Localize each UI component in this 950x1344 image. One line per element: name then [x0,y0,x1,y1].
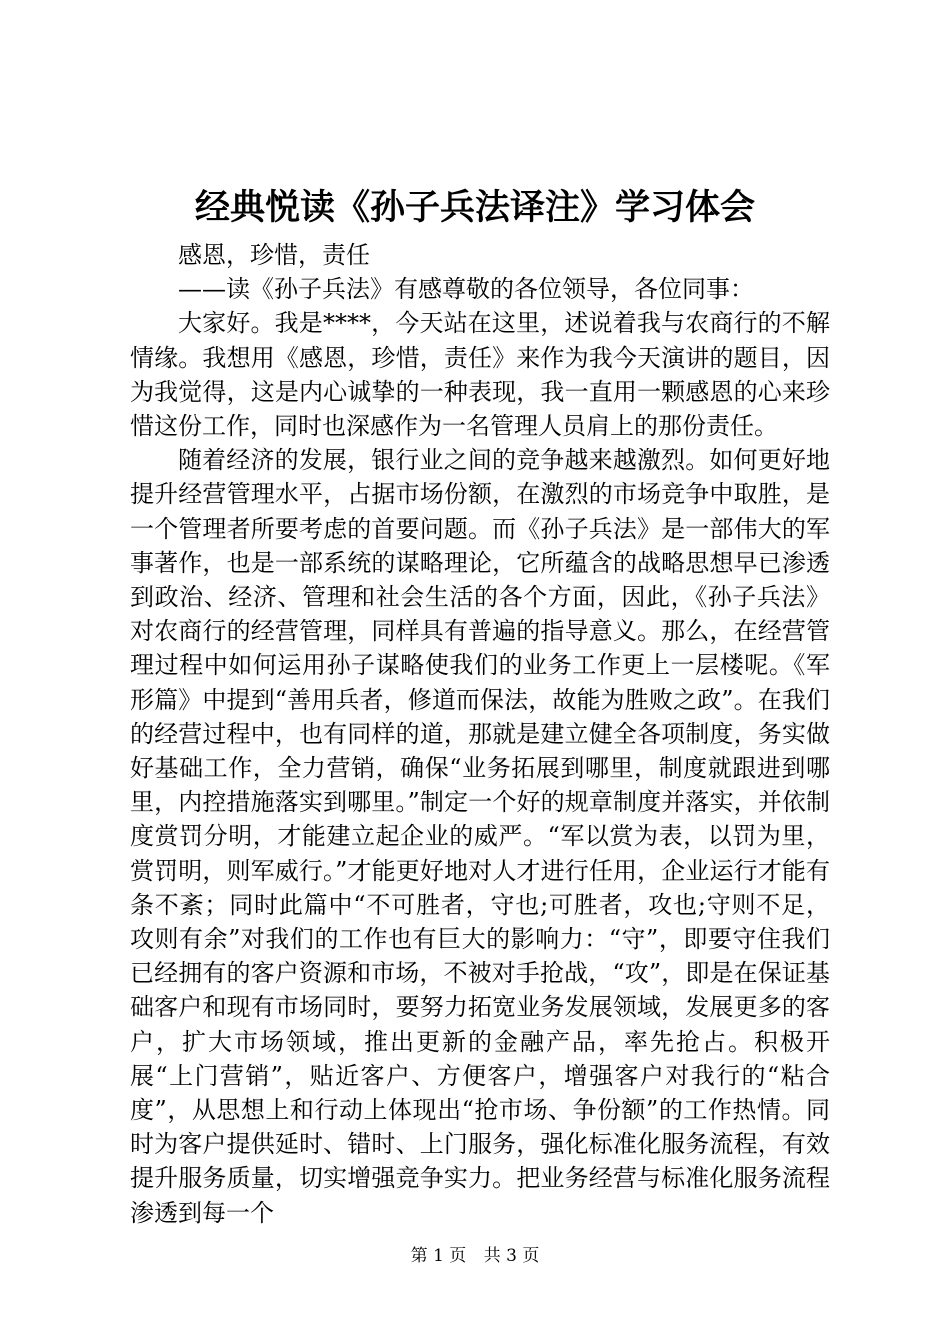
document-body [130,238,830,1230]
document-title: 经典悦读《孙子兵法译注》学习体会 [194,187,755,228]
page-footer [0,1244,950,1268]
page-total: 共 3 页 [483,1246,540,1266]
paragraph: 随着经济的发展，银行业之间的竞争越来越激烈。如何更好地提升经营管理水平，占据市场份额，在激烈的市场竞争中取胜，是一个管理者所要考虑的首要问题。而《孙子兵法》是一部伟大的军事著作，也是一部系统的谋略理论，它所蕴含的战略思想早已渗透到政治、经济、管理和社会生活的各个方面，因此，《孙子兵法》对农商行的经营管理，同样具有普遍的指导意义。那么，在经营管理过程中如何运用孙子谋略使我们的业务工作更上一层楼呢。《军形篇》中提到“善用兵者，修道而保法，故能为胜败之政”。在我们的经营过程中，也有同样的道，那就是建立健全各项制度，务实做好基础工作，全力营销，确保“业务拓展到哪里，制度就跟进到哪里，内控措施落实到哪里。”制定一个好的规章制度并落实，并依制度赏罚分明，才能建立起企业的威严。“军以赏为表，以罚为里，赏罚明，则军威行。”才能更好地对人才进行任用，企业运行才能有条不紊；同时此篇中“不可胜者，守也;可胜者，攻也;守则不足，攻则有余”对我们的工作也有巨大的影响力：“守”，即要守住我们已经拥有的客户资源和市场，不被对手抢战，“攻”，即是在保证基础客户和现有市场同时，要努力拓宽业务发展领域，发展更多的客户，扩大市场领域，推出更新的金融产品，率先抢占。积极开展“上门营销”，贴近客户、方便客户，增强客户对我行的“粘合度”，从思想上和行动上体现出“抢市场、争份额”的工作热情。同时为客户提供延时、错时、上门服务，强化标准化服务流程，有效提升服务质量，切实增强竞争实力。把业务经营与标准化服务流程渗透到每一个 [130,446,830,1227]
document-subtitle: 感恩，珍惜，责任 [178,241,370,269]
paragraph: 大家好。我是****，今天站在这里，述说着我与农商行的不解情缘。我想用《感恩，珍惜，责任》来作为我今天演讲的题目，因为我觉得，这是内心诚挚的一种表现，我一直用一颗感恩的心来珍惜这份工作，同时也深感作为一名管理人员肩上的那份责任。 [130,309,830,441]
page-number: 第 1 页 [410,1246,467,1266]
document-intro: ——读《孙子兵法》有感尊敬的各位领导，各位同事： [178,275,754,304]
